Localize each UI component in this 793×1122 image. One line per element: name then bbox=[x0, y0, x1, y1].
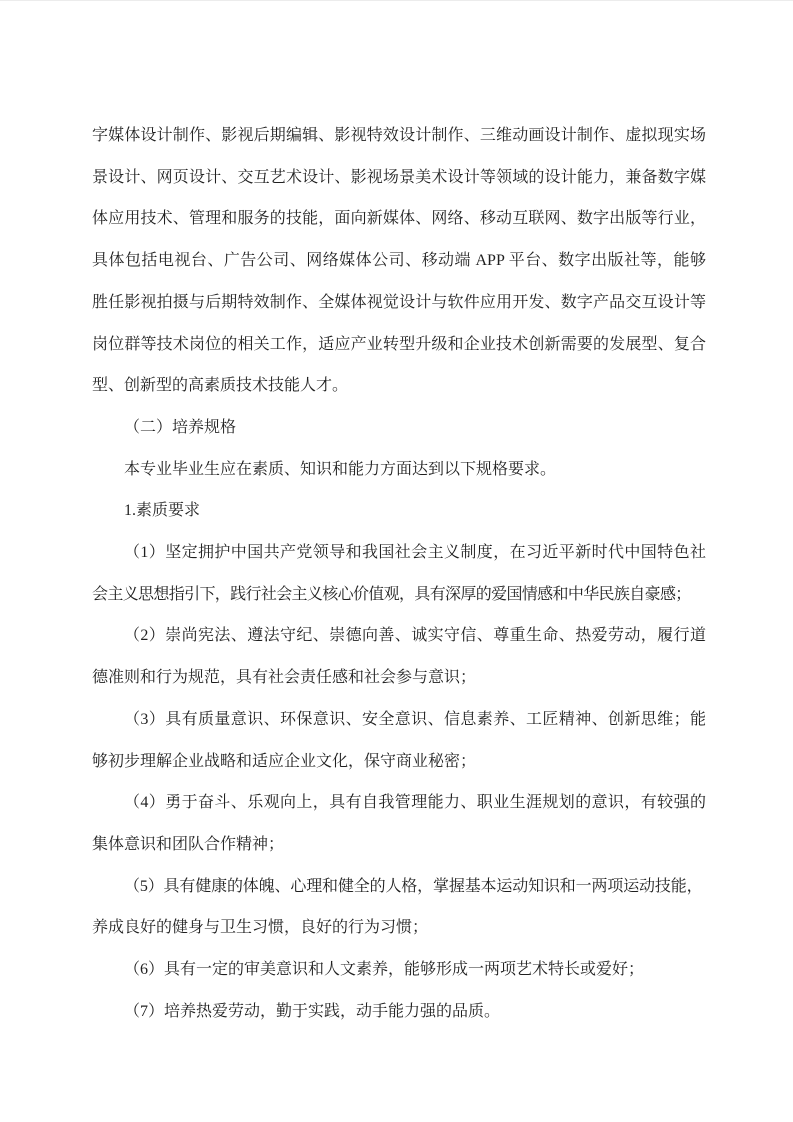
text-line: （1）坚定拥护中国共产党领导和我国社会主义制度，在习近平新时代中国特色社 bbox=[124, 544, 706, 562]
text-line: 1.素质要求 bbox=[124, 502, 201, 520]
subsection-heading-quality-requirements bbox=[92, 490, 706, 532]
quality-item-3 bbox=[92, 699, 706, 782]
document-body bbox=[92, 115, 706, 1032]
text-line: （2）崇尚宪法、遵法守纪、崇德向善、诚实守信、尊重生命、热爱劳动，履行道 bbox=[124, 627, 706, 645]
specifications-intro-sentence bbox=[92, 449, 706, 491]
quality-item-5 bbox=[92, 866, 706, 949]
text-line: 景设计、网页设计、交互艺术设计、影视场景美术设计等领域的设计能力，兼备数字媒 bbox=[92, 168, 706, 186]
quality-item-1 bbox=[92, 532, 706, 615]
text-line: （二）培养规格 bbox=[124, 418, 237, 436]
section-heading-training-specifications bbox=[92, 407, 706, 449]
text-line: （3）具有质量意识、环保意识、安全意识、信息素养、工匠精神、创新思维；能 bbox=[124, 710, 706, 728]
quality-item-7 bbox=[92, 991, 706, 1033]
text-line: 型、创新型的高素质技术技能人才。 bbox=[92, 377, 349, 395]
text-line: （7）培养热爱劳动，勤于实践，动手能力强的品质。 bbox=[124, 1002, 501, 1020]
text-line: 具体包括电视台、广告公司、网络媒体公司、移动端 APP 平台、数字出版社等，能够 bbox=[92, 252, 706, 270]
text-line: （5）具有健康的体魄、心理和健全的人格，掌握基本运动知识和一两项运动技能， bbox=[124, 877, 703, 895]
text-line: 岗位群等技术岗位的相关工作，适应产业转型升级和企业技术创新需要的发展型、复合 bbox=[92, 335, 706, 353]
text-line: （4）勇于奋斗、乐观向上，具有自我管理能力、职业生涯规划的意识，有较强的 bbox=[124, 794, 706, 812]
quality-item-2 bbox=[92, 615, 706, 698]
quality-item-4 bbox=[92, 782, 706, 865]
text-line: 胜任影视拍摄与后期特效制作、全媒体视觉设计与软件应用开发、数字产品交互设计等 bbox=[92, 293, 706, 311]
text-line: 够初步理解企业战略和适应企业文化，保守商业秘密； bbox=[92, 752, 477, 770]
text-line: 体应用技术、管理和服务的技能，面向新媒体、网络、移动互联网、数字出版等行业， bbox=[92, 210, 706, 228]
text-line: 本专业毕业生应在素质、知识和能力方面达到以下规格要求。 bbox=[124, 460, 557, 478]
text-line: 会主义思想指引下，践行社会主义核心价值观，具有深厚的爱国情感和中华民族自豪感； bbox=[92, 585, 691, 603]
text-line: 养成良好的健身与卫生习惯，良好的行为习惯； bbox=[92, 919, 429, 937]
text-line: （6）具有一定的审美意识和人文素养，能够形成一两项艺术特长或爱好； bbox=[124, 961, 645, 979]
training-objective-continuation-paragraph bbox=[92, 115, 706, 407]
quality-item-6 bbox=[92, 949, 706, 991]
text-line: 集体意识和团队合作精神； bbox=[92, 835, 285, 853]
text-line: 字媒体设计制作、影视后期编辑、影视特效设计制作、三维动画设计制作、虚拟现实场 bbox=[92, 127, 706, 144]
text-line: 德准则和行为规范，具有社会责任感和社会参与意识； bbox=[92, 669, 477, 687]
